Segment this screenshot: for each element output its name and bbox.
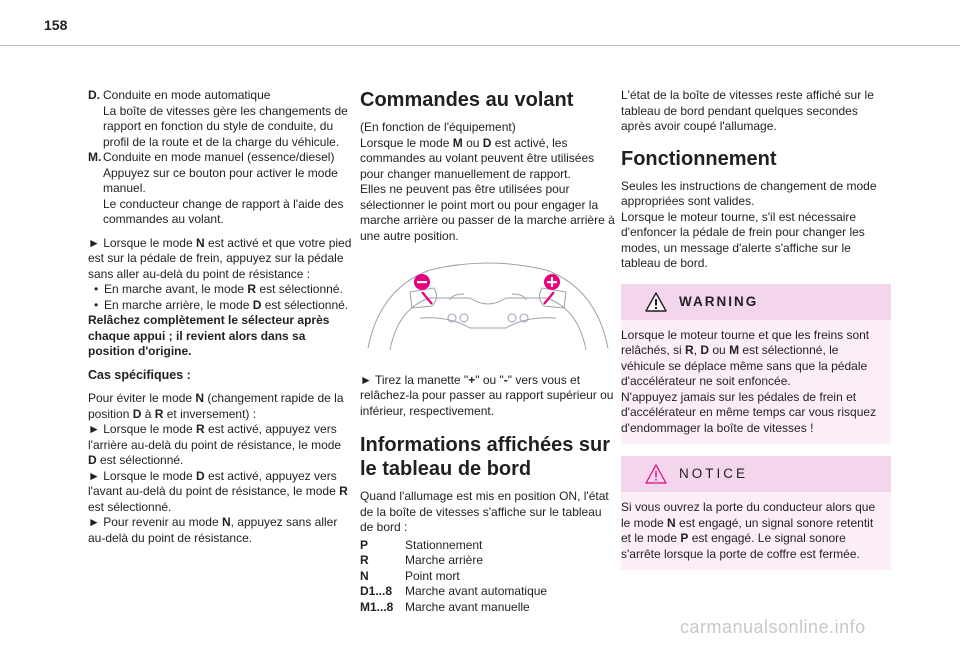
- section-title-operation: Fonctionnement: [621, 147, 777, 170]
- mode-d: [88, 88, 353, 150]
- section-title-dashboard-info: Informations affichées sur le tableau de bord: [360, 434, 611, 480]
- mode-title: Conduite en mode manuel (essence/diesel): [103, 150, 335, 164]
- arrow-icon: ►: [88, 468, 100, 483]
- equipment-note: (En fonction de l'équipement): [360, 120, 516, 134]
- list-item: M1...8 Marche avant manuelle: [360, 599, 530, 614]
- paddles-text: Lorsque le mode M ou D est activé, les commandes au volant peuvent être utilisées pour changer manuellement de rapport.: [360, 135, 595, 181]
- warning-title: WARNING: [679, 293, 759, 309]
- mode-desc: Le conducteur change de rapport à l'aide des commandes au volant.: [103, 196, 344, 226]
- warning-text-1: Lorsque le moteur tourne et que les freins sont relâchés, si R, D ou M est sélectionné, le véhicule se déplace même sans que la pédale d'accélérateur ne soit enfoncée.: [621, 327, 870, 388]
- dashboard-intro: Quand l'allumage est mis en position ON, l'état de la boîte de vitesses s'affiche sur le tableau de bord :: [360, 489, 609, 534]
- special-case-1: ► Lorsque le mode R est activé, appuyez vers l'arrière au-delà du point de résistance, le mode D est sélectionné.: [88, 422, 342, 467]
- mode-desc: La boîte de vitesses gère les changements de rapport en fonction du style de conduite, du profil de la route et de la charge du véhicule.: [103, 103, 348, 149]
- arrow-icon: ►: [88, 235, 100, 250]
- warning-text-2: N'appuyez jamais sur les pédales de frein et d'accélérateur en même temps car vous risquez d'endommager la boîte de vitesses !: [621, 389, 877, 435]
- release-note: Relâchez complètement le sélecteur après chaque appui ; il revient alors dans sa position d'origine.: [88, 313, 330, 358]
- arrow-icon: ►: [88, 422, 100, 436]
- operation-text-1: Seules les instructions de changement de mode appropriées sont valides.: [621, 178, 877, 208]
- special-cases-intro: Pour éviter le mode N (changement rapide de la position D à R et inversement) :: [88, 391, 344, 421]
- warning-body: [621, 320, 891, 445]
- list-item: • En marche avant, le mode R est sélectionné.: [94, 282, 343, 296]
- pull-instruction: ► Tirez la manette "+" ou "-" vers vous et relâchez-la pour passer au rapport supérieur ou inférieur, respectivement.: [360, 372, 614, 418]
- list-item: R Marche arrière: [360, 553, 484, 567]
- steering-wheel-illustration: [360, 258, 616, 358]
- special-cases-title: Cas spécifiques :: [88, 367, 191, 382]
- notice-text: Si vous ouvrez la porte du conducteur alors que le mode N est engagé, un signal sonore retentit et le mode P est engagé. Le signal sonore s'arrête lorsque la porte de coffre est fermée.: [621, 500, 876, 561]
- section-title-steering-controls: Commandes au volant: [360, 89, 574, 111]
- notice-header: [621, 456, 891, 492]
- notice-triangle-icon: [645, 464, 667, 484]
- mode-desc: Appuyez sur ce bouton pour activer le mode manuel.: [103, 165, 338, 195]
- notice-box: [621, 456, 891, 570]
- special-case-3: ► Pour revenir au mode N, appuyez sans aller au-delà du point de résistance.: [88, 515, 338, 545]
- warning-header: [621, 284, 891, 320]
- warning-box: [621, 284, 891, 445]
- neutral-instruction: ► Lorsque le mode N est activé et que votre pied est sur la pédale de frein, appuyez sur la pédale sans aller au-delà du point de résistance :: [88, 235, 352, 281]
- arrow-icon: ►: [360, 372, 372, 387]
- paddles-limits: Elles ne peuvent pas être utilisées pour sélectionner le point mort ou pour engager la marche arrière ou passer de la marche arrière à une autre position.: [360, 182, 615, 243]
- bullet-icon: •: [94, 297, 99, 312]
- header-rule: [0, 45, 960, 46]
- watermark: carmanualsonline.info: [680, 617, 866, 637]
- list-item: • En marche arrière, le mode D est sélectionné.: [94, 297, 349, 312]
- special-case-2: ► Lorsque le mode D est activé, appuyez vers l'avant au-delà du point de résistance, le mode R est sélectionné.: [88, 468, 348, 514]
- state-note: L'état de la boîte de vitesses reste affiché sur le tableau de bord pendant quelques secondes après avoir coupé l'allumage.: [621, 88, 874, 133]
- notice-title: NOTICE: [679, 466, 749, 482]
- neutral-bullets: [88, 282, 353, 313]
- list-item: D1...8 Marche avant automatique: [360, 584, 548, 598]
- list-item: N Point mort: [360, 568, 460, 583]
- mode-title: Conduite en mode automatique: [103, 88, 271, 102]
- gear-list: [360, 538, 616, 616]
- column-right: [621, 88, 891, 582]
- warning-triangle-icon: [645, 292, 667, 312]
- page-number: 158: [44, 17, 68, 33]
- operation-text-2: Lorsque le moteur tourne, s'il est nécessaire d'enfoncer la pédale de frein pour changer les modes, un message d'alerte s'affiche sur le tableau de bord.: [621, 209, 865, 270]
- bullet-icon: •: [94, 282, 99, 296]
- mode-key: M.: [88, 150, 102, 164]
- mode-definitions: [88, 88, 353, 228]
- column-middle: [360, 88, 616, 615]
- mode-key: D.: [88, 88, 100, 102]
- column-left: [88, 88, 353, 554]
- notice-body: [621, 492, 891, 570]
- mode-m: [88, 150, 353, 228]
- arrow-icon: ►: [88, 515, 100, 529]
- list-item: P Stationnement: [360, 537, 483, 552]
